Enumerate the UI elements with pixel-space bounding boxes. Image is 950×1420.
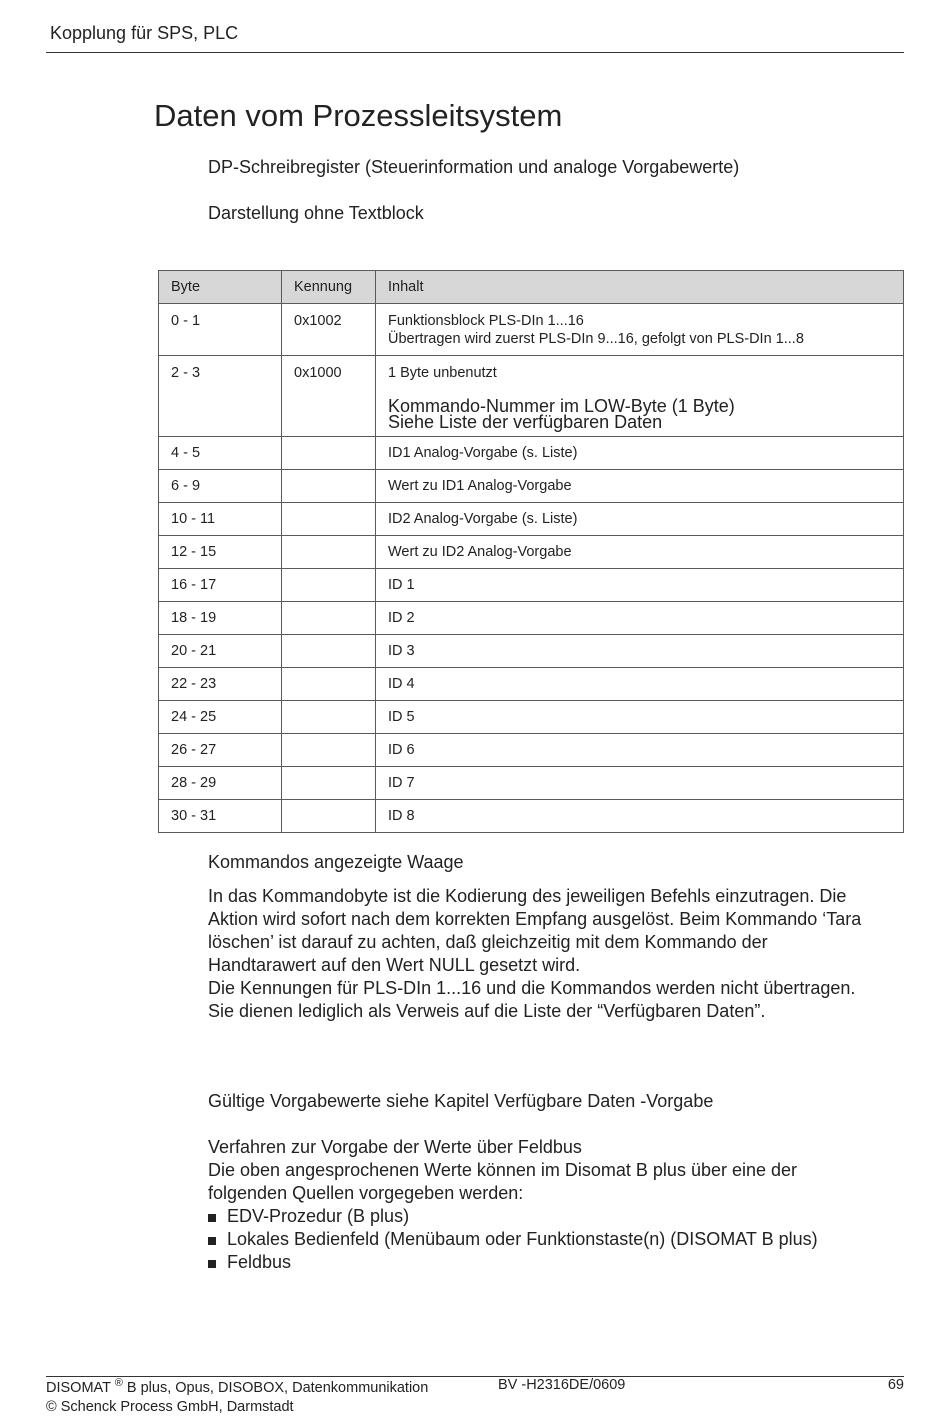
list-item-text: Feldbus	[227, 1252, 292, 1272]
commands-line: In das Kommandobyte ist die Kodierung des jeweiligen Befehls einzutragen. Die	[208, 886, 847, 906]
cell-kennung	[282, 569, 376, 602]
cell-kennung	[282, 536, 376, 569]
inhalt-line: Siehe Liste der verfügbaren Daten	[388, 412, 663, 432]
cell-kennung	[282, 602, 376, 635]
cell-byte: 24 - 25	[159, 701, 282, 734]
page-title: Daten vom Prozessleitsystem	[154, 98, 563, 133]
cell-inhalt: ID 7	[376, 767, 904, 800]
cell-inhalt: ID 2	[376, 602, 904, 635]
register-table	[158, 270, 904, 833]
procedure-heading: Verfahren zur Vorgabe der Werte über Feldbus	[208, 1137, 582, 1157]
cell-inhalt: Wert zu ID1 Analog-Vorgabe	[376, 470, 904, 503]
running-header: Kopplung für SPS, PLC	[50, 23, 239, 43]
cell-byte: 12 - 15	[159, 536, 282, 569]
table-row	[159, 569, 904, 602]
table-row	[159, 503, 904, 536]
footer-copyright: © Schenck Process GmbH, Darmstadt	[46, 1399, 294, 1415]
cell-inhalt: ID1 Analog-Vorgabe (s. Liste)	[376, 437, 904, 470]
kennung-text: 0x1000	[294, 365, 342, 381]
commands-heading: Kommandos angezeigte Waage	[208, 852, 464, 872]
cell-kennung	[282, 668, 376, 701]
footer-product	[46, 1374, 428, 1398]
cell-byte: 30 - 31	[159, 800, 282, 833]
cell-byte: 10 - 11	[159, 503, 282, 536]
table-header-row	[159, 271, 904, 304]
representation-note: Darstellung ohne Textblock	[208, 203, 424, 223]
inhalt-line: Kommando-Nummer im LOW-Byte (1 Byte)	[388, 396, 735, 416]
commands-line: Handtarawert auf den Wert NULL gesetzt wird.	[208, 955, 581, 975]
cell-kennung	[282, 701, 376, 734]
column-header-byte: Byte	[159, 271, 282, 304]
cell-kennung: 0x1002	[282, 304, 376, 356]
cell-byte: 22 - 23	[159, 668, 282, 701]
register-subtitle: DP-Schreibregister (Steuerinformation und analoge Vorgabewerte)	[208, 157, 740, 177]
cell-kennung	[282, 356, 376, 437]
cell-inhalt: ID 6	[376, 734, 904, 767]
table-row	[159, 635, 904, 668]
cell-inhalt	[376, 304, 904, 356]
footer-left	[46, 1374, 428, 1417]
table-row	[159, 767, 904, 800]
cell-kennung	[282, 503, 376, 536]
cell-inhalt: ID 5	[376, 701, 904, 734]
list-item	[208, 1205, 818, 1228]
list-item	[208, 1228, 818, 1251]
cell-kennung	[282, 470, 376, 503]
registered-mark: ®	[114, 1377, 123, 1389]
bullet-square-icon	[208, 1214, 216, 1222]
cell-byte: 26 - 27	[159, 734, 282, 767]
commands-text	[208, 885, 861, 1023]
commands-line: Sie dienen lediglich als Verweis auf die Liste der “Verfügbaren Daten”.	[208, 1001, 766, 1021]
cell-byte: 6 - 9	[159, 470, 282, 503]
bullet-square-icon	[208, 1237, 216, 1245]
cell-inhalt: ID 8	[376, 800, 904, 833]
list-item-text: EDV-Prozedur (B plus)	[227, 1206, 410, 1226]
valid-values-note: Gültige Vorgabewerte siehe Kapitel Verfügbare Daten -Vorgabe	[208, 1091, 714, 1111]
commands-line: löschen’ ist darauf zu achten, daß gleichzeitig mit dem Kommando der	[208, 932, 768, 952]
cell-byte: 18 - 19	[159, 602, 282, 635]
cell-byte: 28 - 29	[159, 767, 282, 800]
footer-doc-number: BV -H2316DE/0609	[498, 1377, 626, 1393]
table-row	[159, 356, 904, 437]
list-item	[208, 1251, 818, 1274]
inhalt-line: 1 Byte unbenutzt	[388, 365, 497, 381]
cell-inhalt: Wert zu ID2 Analog-Vorgabe	[376, 536, 904, 569]
product-description: B plus, Opus, DISOBOX, Datenkommunikation	[122, 1380, 429, 1396]
cell-inhalt: ID 3	[376, 635, 904, 668]
commands-line: Aktion wird sofort nach dem korrekten Empfang ausgelöst. Beim Kommando ‘Tara	[208, 909, 862, 929]
commands-line: Die Kennungen für PLS-DIn 1...16 und die Kommandos werden nicht übertragen.	[208, 978, 856, 998]
cell-kennung	[282, 734, 376, 767]
table-row	[159, 734, 904, 767]
header-rule	[46, 52, 904, 53]
cell-kennung	[282, 635, 376, 668]
cell-kennung	[282, 437, 376, 470]
table-row	[159, 470, 904, 503]
table-row	[159, 800, 904, 833]
byte-text: 2 - 3	[171, 365, 201, 381]
table-row	[159, 437, 904, 470]
table-row	[159, 536, 904, 569]
procedure-text	[208, 1136, 797, 1205]
product-name: DISOMAT	[46, 1380, 111, 1396]
inhalt-line: Übertragen wird zuerst PLS-DIn 9...16, gefolgt von PLS-DIn 1...8	[388, 331, 804, 347]
table-row	[159, 304, 904, 356]
cell-inhalt	[376, 356, 904, 437]
list-item-text: Lokales Bedienfeld (Menübaum oder Funktionstaste(n) (DISOMAT B plus)	[227, 1229, 818, 1249]
table-row	[159, 602, 904, 635]
cell-inhalt: ID 4	[376, 668, 904, 701]
bullet-square-icon	[208, 1260, 216, 1268]
table-row	[159, 701, 904, 734]
column-header-inhalt: Inhalt	[376, 271, 904, 304]
page-number: 69	[887, 1377, 904, 1393]
cell-byte: 4 - 5	[159, 437, 282, 470]
source-list	[208, 1205, 818, 1274]
column-header-kennung: Kennung	[282, 271, 376, 304]
cell-byte: 16 - 17	[159, 569, 282, 602]
procedure-line: Die oben angesprochenen Werte können im Disomat B plus über eine der	[208, 1160, 798, 1180]
table-row	[159, 668, 904, 701]
inhalt-line: Funktionsblock PLS-DIn 1...16	[388, 313, 584, 329]
procedure-line: folgenden Quellen vorgegeben werden:	[208, 1183, 524, 1203]
cell-inhalt: ID 1	[376, 569, 904, 602]
cell-kennung	[282, 767, 376, 800]
cell-byte: 0 - 1	[159, 304, 282, 356]
cell-byte	[159, 356, 282, 437]
cell-byte: 20 - 21	[159, 635, 282, 668]
cell-kennung	[282, 800, 376, 833]
cell-inhalt: ID2 Analog-Vorgabe (s. Liste)	[376, 503, 904, 536]
